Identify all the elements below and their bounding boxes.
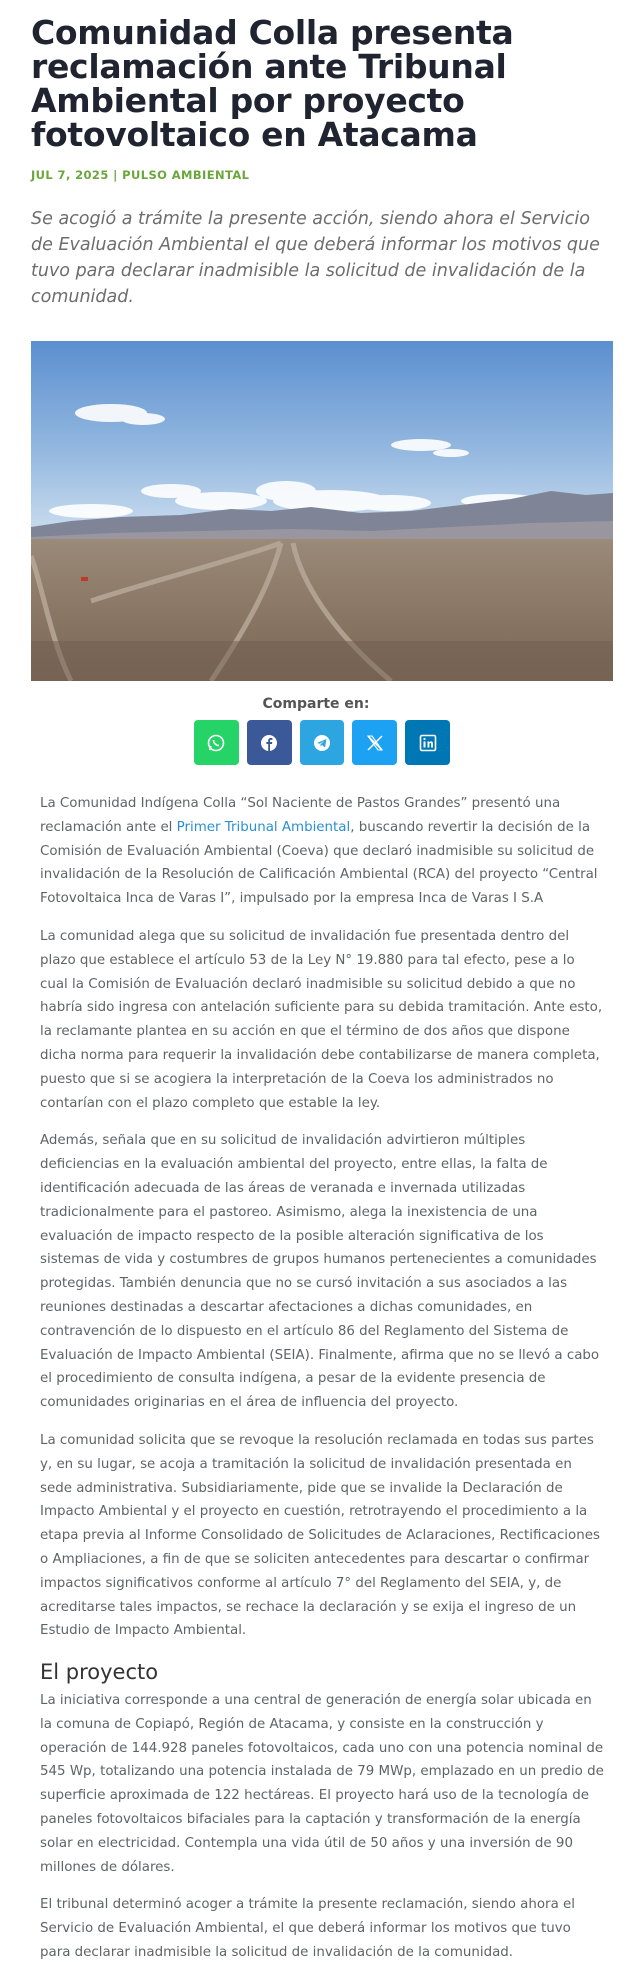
- article-category[interactable]: PULSO AMBIENTAL: [122, 168, 250, 182]
- share-whatsapp-button[interactable]: [194, 720, 239, 765]
- share-linkedin-button[interactable]: [405, 720, 450, 765]
- facebook-icon: [259, 733, 279, 753]
- paragraph-1-text-b: , buscando revertir la decisión de la Comisión de Evaluación Ambiental (Coeva) que declaró inadmisible su solicitud de invalidación de la Resolución de Calificación Ambiental (RCA) del proyecto “Central Fotovoltaica Inca de Varas I”, impulsado por la empresa Inca de Varas I S.A: [40, 819, 598, 907]
- paragraph-4: La comunidad solicita que se revoque la resolución reclamada en todas sus partes y, en su lugar, se acoja a tramitación la solicitud de invalidación presentada en sede administrativa. Subsidiariamente, pide que se invalide la Declaración de Impacto Ambiental y el proyecto en cuestión, retrotrayendo el procedimiento a la etapa previa al Informe Consolidado de Solicitudes de Aclaraciones, Rectificaciones o Ampliaciones, a fin de que se soliciten antecedentes para descartar o confirmar impactos significativos conforme al artículo 7° del Reglamento del SEIA, y, de acreditarse tales impactos, se rechace la declaración y se exija el ingreso de un Estudio de Impacto Ambiental.: [40, 1432, 600, 1639]
- article-meta: [31, 168, 249, 182]
- share-facebook-button[interactable]: [247, 720, 292, 765]
- meta-separator: |: [108, 168, 123, 182]
- paragraph-3: Además, señala que en su solicitud de invalidación advirtieron múltiples deficiencias en la evaluación ambiental del proyecto, entre ellas, la falta de identificación adecuada de las áreas de veranada e invernada utilizadas tradicionalmente para el pastoreo. Asimismo, alega la inexistencia de una evaluación de impacto respecto de la posible alteración significativa de los sistemas de vida y costumbres de grupos humanos pertenecientes a comunidades protegidas. También denuncia que no se cursó invitación a sus asociados a las reuniones destinadas a descartar afectaciones a dichas comunidades, en contravención de lo dispuesto en el artículo 86 del Reglamento del Sistema de Evaluación de Impacto Ambiental (SEIA). Finalmente, afirma que no se llevó a cabo el procedimiento de consulta indígena, a pesar de la evidente presencia de comunidades originarias en el área de influencia del proyecto.: [40, 1133, 600, 1411]
- share-x-button[interactable]: [352, 720, 397, 765]
- paragraph-1-text-a: La Comunidad Indígena Colla “Sol Naciente de Pastos Grandes” presentó una reclamación ante el: [40, 796, 561, 835]
- article-title: Comunidad Colla presenta reclamación ante Tribunal Ambiental por proyecto fotovoltaico en Atacama: [31, 13, 514, 154]
- paragraph-1: [40, 792, 605, 911]
- paragraph-6: El tribunal determinó acoger a trámite la presente reclamación, siendo ahora el Servicio de Evaluación Ambiental, el que deberá informar los motivos que tuvo para declarar inadmisible la solicitud de invalidación de la comunidad.: [40, 1897, 575, 1961]
- paragraph-5: La iniciativa corresponde a una central de generación de energía solar ubicada en la comuna de Copiapó, Región de Atacama, y consiste en la construcción y operación de 144.928 paneles fotovoltaicos, cada uno con una potencia nominal de 545 Wp, totalizando una potencia instalada de 79 MWp, emplazado en un predio de superficie aproximada de 122 hectáreas. El proyecto hará uso de la tecnología de paneles fotovoltaicos bifaciales para la captación y transformación de la energía solar en electricidad. Contempla una vida útil de 50 años y una inversión de 90 millones de dólares.: [40, 1693, 604, 1875]
- landscape-photo: [31, 341, 613, 681]
- share-telegram-button[interactable]: [300, 720, 345, 765]
- article-hero-image: [31, 341, 613, 681]
- share-label: Comparte en:: [262, 696, 370, 712]
- x-twitter-icon: [365, 733, 385, 753]
- article-body: [40, 792, 605, 1979]
- article-date: JUL 7, 2025: [31, 168, 109, 182]
- share-buttons: [194, 720, 450, 766]
- whatsapp-icon: [206, 733, 226, 753]
- article-lead: Se acogió a trámite la presente acción, siendo ahora el Servicio de Evaluación Ambiental el que deberá informar los motivos que tuvo para declarar inadmisible la solicitud de invalidación de la comunidad.: [31, 209, 600, 307]
- primer-tribunal-link[interactable]: Primer Tribunal Ambiental: [176, 819, 351, 835]
- paragraph-2: La comunidad alega que su solicitud de invalidación fue presentada dentro del plazo que establece el artículo 53 de la Ley N° 19.880 para tal efecto, pese a lo cual la Comisión de Evaluación declaró inadmisible su solicitud debido a que no habría sido ingresa con antelación suficiente para su debida tramitación. Ante esto, la reclamante plantea en su acción en que el término de dos años que dispone dicha norma para requerir la invalidación debe contabilizarse de manera completa, puesto que si se acogiera la interpretación de la Coeva los administrados no contarían con el plazo completo que estable la ley.: [40, 928, 603, 1111]
- telegram-icon: [312, 733, 332, 753]
- linkedin-icon: [418, 733, 438, 753]
- section-heading-el-proyecto: El proyecto: [40, 1660, 159, 1685]
